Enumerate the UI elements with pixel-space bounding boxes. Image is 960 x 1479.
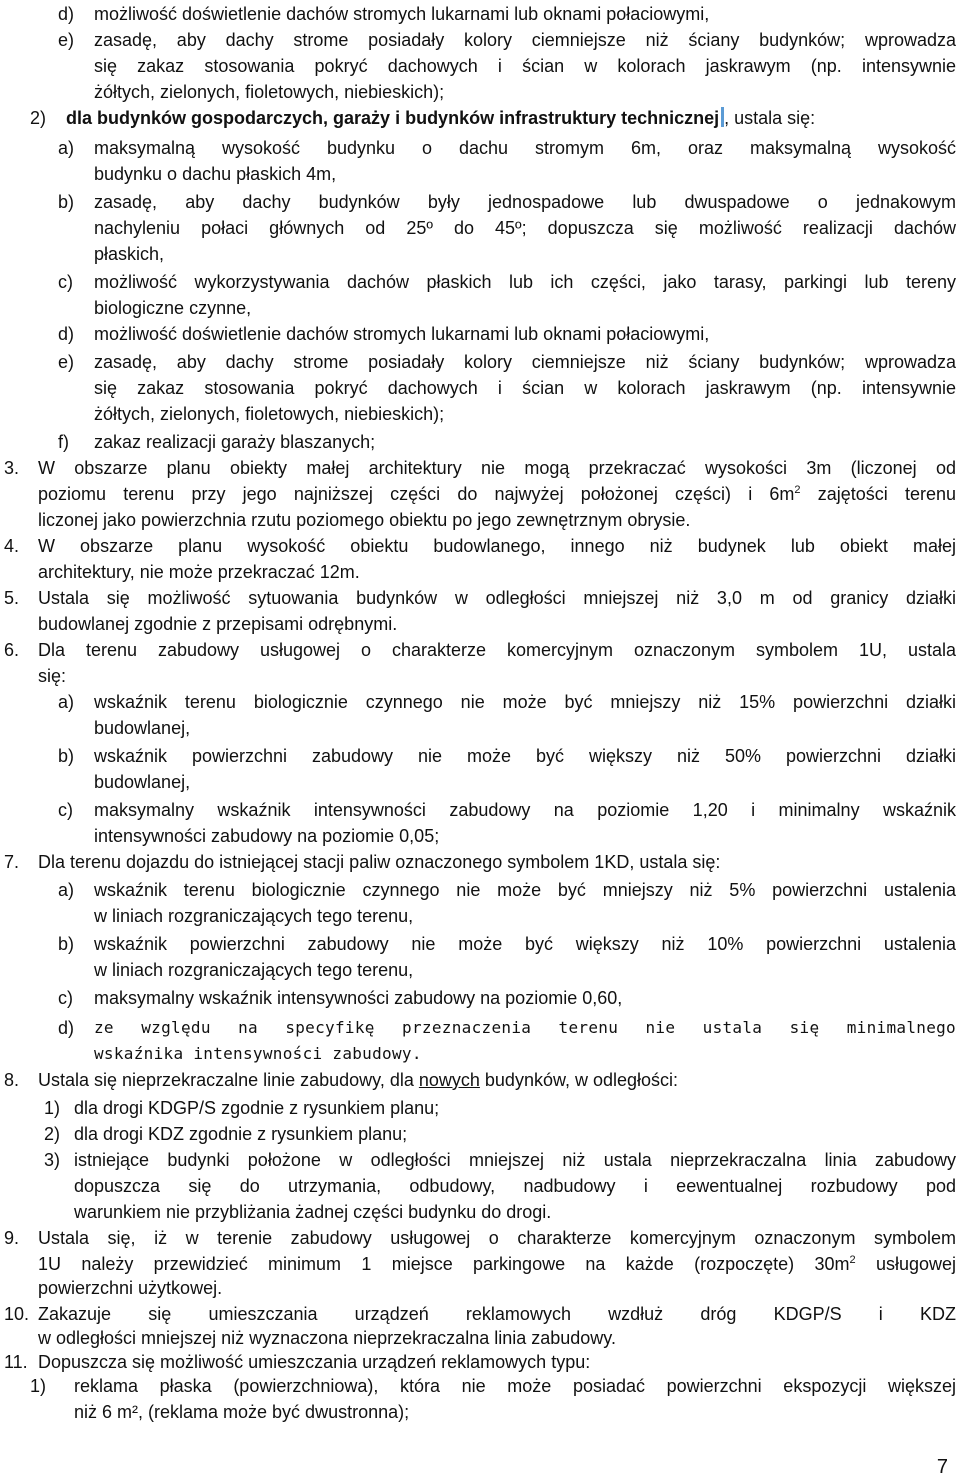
paragraph-line: możliwość doświetlenie dachów stromych lukarnami lub oknami połaciowymi, (94, 4, 710, 24)
paragraph-number: 8. (4, 1070, 20, 1090)
paragraph-line: zakaz realizacji garaży blaszanych; (94, 432, 376, 452)
underlined-text: nowych (418, 1070, 480, 1090)
paragraph-number: 7. (4, 852, 20, 872)
paragraph-line: reklama płaska (powierzchniowa), która nie może posiadać powierzchni ekspozycji większej (74, 1376, 956, 1396)
paragraph-line: liczonej jako powierzchnia rzutu poziomego obiektu po jego zewnętrznym obrysie. (38, 510, 691, 530)
list-label: c) (58, 988, 73, 1008)
paragraph-line: się zakaz stosowania pokryć dachowych i ścian w kolorach jaskrawym (np. intensywnie (94, 56, 956, 76)
page-number: 7 (936, 1456, 948, 1478)
paragraph-line (38, 482, 956, 506)
list-label: c) (58, 272, 73, 292)
paragraph-line: nachyleniu połaci głównych od 25º do 45º; dopuszcza się możliwość realizacji dachów (94, 218, 956, 238)
paragraph-line: istniejące budynki położone w odległości mniejszej niż ustala nieprzekraczalna linia zabudowy (74, 1150, 956, 1170)
paragraph-line: wskaźnik terenu biologicznie czynnego nie może być mniejszy niż 15% powierzchni działki (94, 692, 956, 712)
list-label: b) (58, 934, 75, 954)
paragraph-line: dla drogi KDZ zgodnie z rysunkiem planu; (74, 1124, 408, 1144)
heading-rest-text: , ustala się: (724, 108, 816, 128)
text-segment: usługowej (855, 1254, 956, 1274)
paragraph-line: w liniach rozgraniczających tego terenu, (94, 960, 414, 980)
text-segment: 1U należy przewidzieć minimum 1 miejsce parkingowe na każde (rozpoczęte) 30m (38, 1254, 850, 1274)
paragraph-line: wskaźnik powierzchni zabudowy nie może być większy niż 50% powierzchni działki (94, 746, 956, 766)
paragraph-line (38, 1068, 678, 1092)
paragraph-line: budowlanej, (94, 772, 191, 792)
paragraph-line: architektury, nie może przekraczać 12m. (38, 562, 360, 582)
paragraph-number: 3. (4, 458, 20, 478)
paragraph-line: płaskich, (94, 244, 165, 264)
superscript: 2 (849, 1254, 856, 1266)
paragraph-number: 11. (4, 1352, 28, 1372)
paragraph-line: dla drogi KDGP/S zgodnie z rysunkiem planu; (74, 1098, 440, 1118)
list-label: e) (58, 352, 75, 372)
list-label: 1) (44, 1098, 61, 1118)
list-label: d) (58, 324, 75, 344)
list-label: 2) (30, 108, 47, 128)
paragraph-line: zasadę, aby dachy strome posiadały kolory ciemniejsze niż ściany budynków; wprowadza (94, 30, 956, 50)
paragraph-line: W obszarze planu obiekty małej architektury nie mogą przekraczać wysokości 3m (liczonej od (38, 458, 956, 478)
paragraph-line: zasadę, aby dachy budynków były jednospadowe lub dwuspadowe o jednakowym (94, 192, 956, 212)
paragraph-line: dopuszcza się do utrzymania, odbudowy, nadbudowy i eewentualnej rozbudowy pod (74, 1176, 956, 1196)
text-segment: poziomu terenu przy jego najniższej części do najwyżej położonej części) i 6m (38, 484, 795, 504)
paragraph-line: żółtych, zielonych, fioletowych, niebieskich); (94, 82, 445, 102)
paragraph-line: Ustala się możliwość sytuowania budynków w odległości mniejszej niż 3,0 m od granicy działki (38, 588, 956, 608)
paragraph-line: w odległości mniejszej niż wyznaczona nieprzekraczalna linia zabudowy. (38, 1328, 616, 1348)
list-label: 1) (30, 1376, 47, 1396)
paragraph-number: 4. (4, 536, 20, 556)
paragraph-line: Dla terenu zabudowy usługowej o charakterze komercyjnym oznaczonym symbolem 1U, ustala (38, 640, 956, 660)
list-label: b) (58, 746, 75, 766)
paragraph-number: 6. (4, 640, 20, 660)
paragraph-line: wskaźnik powierzchni zabudowy nie może być większy niż 10% powierzchni ustalenia (94, 934, 956, 954)
paragraph-line: się zakaz stosowania pokryć dachowych i ścian w kolorach jaskrawym (np. intensywnie (94, 378, 956, 398)
list-label: f) (58, 432, 69, 452)
list-label: 2) (44, 1124, 61, 1144)
paragraph-line: w liniach rozgraniczających tego terenu, (94, 906, 414, 926)
paragraph-line: niż 6 m², (reklama może być dwustronna); (74, 1402, 410, 1422)
paragraph-line: maksymalny wskaźnik intensywności zabudowy na poziomie 1,20 i minimalny wskaźnik (94, 800, 956, 820)
heading-bold-text: dla budynków gospodarczych, garaży i budynków infrastruktury technicznej (66, 108, 720, 128)
paragraph-line: biologiczne czynne, (94, 298, 252, 318)
paragraph-line: budynku o dachu płaskich 4m, (94, 164, 337, 184)
paragraph-line: maksymalny wskaźnik intensywności zabudowy na poziomie 0,60, (94, 988, 623, 1008)
list-label: a) (58, 880, 75, 900)
paragraph-line: możliwość doświetlenie dachów stromych lukarnami lub oknami połaciowymi, (94, 324, 710, 344)
paragraph-line: warunkiem nie przybliżania żadnej części budynku do drogi. (74, 1202, 552, 1222)
list-label: d) (58, 1018, 75, 1038)
list-label: d) (58, 4, 75, 24)
paragraph-line: wskaźnik terenu biologicznie czynnego nie może być mniejszy niż 5% powierzchni ustalenia (94, 880, 956, 900)
paragraph-line: się: (38, 666, 67, 686)
paragraph-line: Zakazuje się umieszczania urządzeń reklamowych wzdłuż dróg KDGP/S i KDZ (38, 1304, 956, 1324)
paragraph-line: wskaźnika intensywności zabudowy. (94, 1044, 422, 1063)
paragraph-line: Dla terenu dojazdu do istniejącej stacji paliw oznaczonego symbolem 1KD, ustala się: (38, 852, 721, 872)
text-segment: zajętości terenu (800, 484, 957, 504)
paragraph-line (38, 1252, 956, 1276)
paragraph-line: budowlanej, (94, 718, 191, 738)
paragraph-line: Ustala się, iż w terenie zabudowy usługowej o charakterze komercyjnym oznaczonym symbolem (38, 1228, 956, 1248)
paragraph-line: powierzchni użytkowej. (38, 1278, 223, 1298)
paragraph-line: żółtych, zielonych, fioletowych, niebieskich); (94, 404, 445, 424)
section-heading (66, 106, 815, 130)
paragraph-line: budowlanej zgodnie z przepisami odrębnymi. (38, 614, 398, 634)
text-segment: budynków, w odległości: (479, 1070, 679, 1090)
paragraph-line: intensywności zabudowy na poziomie 0,05; (94, 826, 440, 846)
superscript: 2 (794, 484, 801, 496)
paragraph-number: 5. (4, 588, 20, 608)
list-label: a) (58, 138, 75, 158)
list-label: b) (58, 192, 75, 212)
paragraph-number: 10. (4, 1304, 30, 1324)
text-segment: Ustala się nieprzekraczalne linie zabudowy, dla (38, 1070, 419, 1090)
paragraph-line: maksymalną wysokość budynku o dachu stromym 6m, oraz maksymalną wysokość (94, 138, 956, 158)
paragraph-line: Dopuszcza się możliwość umieszczania urządzeń reklamowych typu: (38, 1352, 591, 1372)
paragraph-number: 9. (4, 1228, 20, 1248)
paragraph-line: W obszarze planu wysokość obiektu budowlanego, innego niż budynek lub obiekt małej (38, 536, 956, 556)
paragraph-line: możliwość wykorzystywania dachów płaskich lub ich części, jako tarasy, parkingi lub tereny (94, 272, 956, 292)
list-label: e) (58, 30, 75, 50)
paragraph-line: zasadę, aby dachy strome posiadały kolory ciemniejsze niż ściany budynków; wprowadza (94, 352, 956, 372)
list-label: a) (58, 692, 75, 712)
paragraph-line: ze względu na specyfikę przeznaczenia terenu nie ustala się minimalnego (94, 1018, 956, 1037)
list-label: c) (58, 800, 73, 820)
list-label: 3) (44, 1150, 61, 1170)
